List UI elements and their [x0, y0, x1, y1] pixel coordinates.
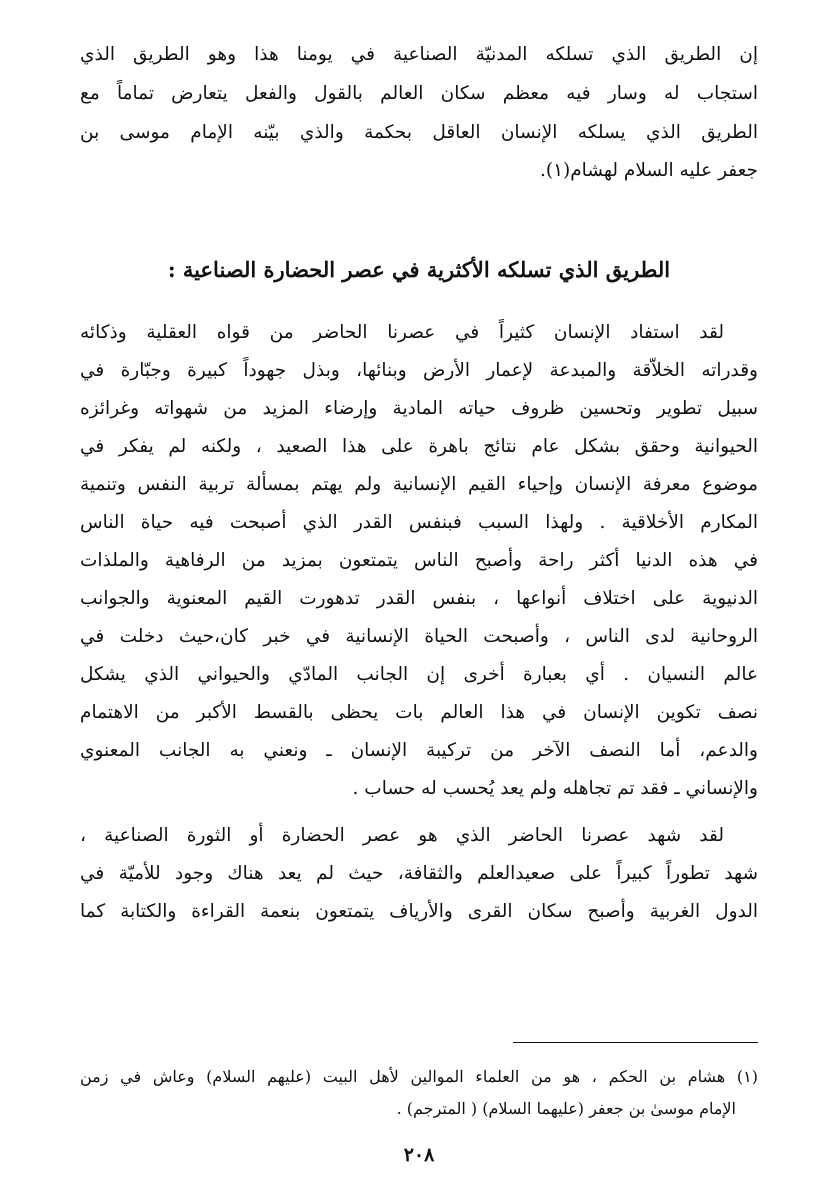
text-line: لقد استفاد الإنسان كثيراً في عصرنا الحاضر من قواه العقلية وذكائه [80, 322, 724, 343]
text-line: وقدراته الخلاّقة والمبدعة لإعمار الأرض وبنائها، وبذل جهوداً كبيرة وجبّارة في [80, 360, 758, 381]
text-line: نصف تكوين الإنسان في هذا العالم بات يحظى بالقسط الأكبر من الاهتمام [80, 702, 759, 723]
footnote-line: (١) هشام بن الحكم ، هو من العلماء الموالين لأهل البيت (عليهم السلام) وعاش في زمن [80, 1067, 758, 1086]
text-line: إن الطريق الذي تسلكه المدنيّة الصناعية في يومنا هذا وهو الطريق الذي [80, 44, 758, 65]
text-line: والدعم، أما النصف الآخر من تركيبة الإنسان ـ ونعني به الجانب المعنوي [80, 740, 758, 761]
text-line: سبيل تطوير وتحسين ظروف حياته المادية وإرضاء المزيد من شهواته وغرائزه [80, 398, 758, 419]
section-heading: الطريق الذي تسلكه الأكثرية في عصر الحضارة الصناعية : [167, 257, 671, 282]
page-number: ٢٠٨ [403, 1144, 435, 1166]
text-line: استجاب له وسار فيه معظم سكان العالم بالقول والفعل يتعارض تماماً مع [80, 83, 758, 104]
text-line: جعفر عليه السلام لهشام(١). [539, 160, 758, 181]
text-line: موضوع معرفة الإنسان وإحياء القيم الإنسانية ولم يهتم بمسألة تربية النفس وتنمية [80, 474, 758, 495]
text-line: الدنيوية على اختلاف أنواعها ، بنفس القدر تدهورت القيم المعنوية والجوانب [80, 588, 758, 609]
text-line: الطريق الذي يسلكه الإنسان العاقل بحكمة والذي بيّنه الإمام موسى بن [80, 122, 758, 143]
text-line: لقد شهد عصرنا الحاضر الذي هو عصر الحضارة أو الثورة الصناعية ، [80, 825, 724, 846]
text-line: الدول الغربية وأصبح سكان القرى والأرياف يتمتعون بنعمة القراءة والكتابة كما [80, 901, 758, 922]
text-line: الحيوانية وحقق بشكل عام نتائج باهرة على هذا الصعيد ، ولكنه لم يفكر في [80, 436, 758, 457]
text-line: المكارم الأخلاقية . ولهذا السبب فبنفس القدر الذي أصبحت فيه حياة الناس [80, 512, 758, 533]
text-line: شهد تطوراً كبيراً على صعيدالعلم والثقافة، حيث لم يعد هناك وجود للأميّة في [80, 863, 758, 884]
footnote-line: الإمام موسىٰ بن جعفر (عليهما السلام) ( المترجم) . [396, 1099, 736, 1118]
text-line: الروحانية لدى الناس ، وأصبحت الحياة الإنسانية في خبر كان،حيث دخلت في [80, 626, 758, 647]
text-line: والإنساني ـ فقد تم تجاهله ولم يعد يُحسب له حساب . [352, 778, 758, 799]
text-line: عالم النسيان . أي بعبارة أخرى إن الجانب المادّي والحيواني الذي يشكل [80, 664, 758, 685]
text-line: في هذه الدنيا أكثر راحة وأصبح الناس يتمتعون بمزيد من الرفاهية والملذات [80, 550, 758, 571]
